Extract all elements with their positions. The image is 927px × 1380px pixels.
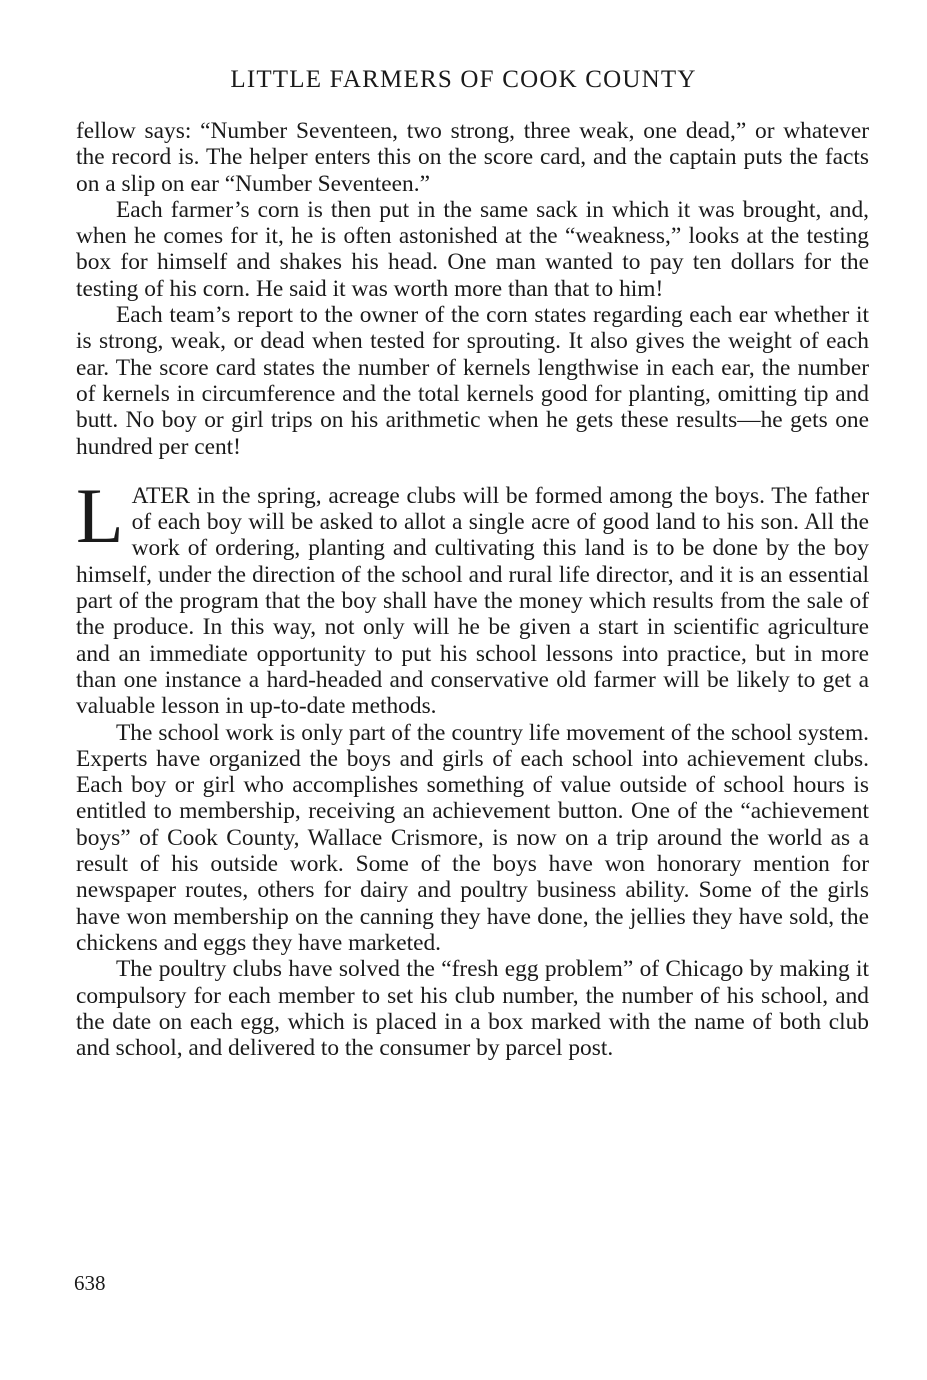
paragraph-continued: fellow says: “Number Seventeen, two strong, three weak, one dead,” or whatever the record is. The helper enters this on the score card, and the captain puts the facts on a slip on ear “Number Seventeen.”	[76, 118, 869, 197]
article-body	[76, 118, 869, 1061]
paragraph-achievement-clubs: The school work is only part of the country life movement of the school system. Experts have organized the boys and girls of each school into achievement clubs. Each boy or girl who accomplishes something of value outside of school hours is entitled to membership, receiving an achievement button. One of the “achievement boys” of Cook County, Wallace Crismore, is now on a trip around the world as a result of his outside work. Some of the boys have won honorary mention for newspaper routes, others for dairy and poultry business ability. Some of the girls have won membership on the canning they have done, the jellies they have sold, the chickens and eggs they have marketed.	[76, 719, 869, 956]
paragraph-acreage-clubs	[76, 471, 869, 720]
page-number: 638	[74, 1271, 106, 1295]
paragraph-poultry-clubs: The poultry clubs have solved the “fresh egg problem” of Chicago by making it compulsory for each member to set his club number, the number of his school, and the date on each egg, which is placed in a box marked with the name of both club and school, and delivered to the consumer by parcel post.	[76, 956, 869, 1062]
running-header: LITTLE FARMERS OF COOK COUNTY	[230, 66, 697, 93]
drop-cap-letter: L	[76, 471, 124, 559]
paragraph-acreage-clubs-text: ATER in the spring, acreage clubs will be formed among the boys. The father of each boy will be asked to allot a single acre of good land to his son. All the work of ordering, planting and cultivating this land is to be done by the boy himself, under the direction of the school and rural life director, and it is an essential part of the program that the boy shall have the money which results from the sale of the produce. In this way, not only will he be given a start in scientific agriculture and an immediate opportunity to put his school lessons into practice, but in more than one instance a hard-headed and conservative old farmer will be likely to get a valuable lesson in up-to-date methods.	[76, 482, 869, 720]
paragraph-team-report: Each team’s report to the owner of the corn states regarding each ear whether it is strong, weak, or dead when tested for sprouting. It also gives the weight of each ear. The score card states the number of kernels lengthwise in each ear, the number of kernels in circumference and the total kernels good for planting, omitting tip and butt. No boy or girl trips on his arithmetic when he gets these results—he gets one hundred per cent!	[76, 302, 869, 460]
paragraph-corn-sack: Each farmer’s corn is then put in the same sack in which it was brought, and, when he comes for it, he is often astonished at the “weakness,” looks at the testing box for himself and shakes his head. One man wanted to pay ten dollars for the testing of his corn. He said it was worth more than that to him!	[76, 196, 869, 302]
